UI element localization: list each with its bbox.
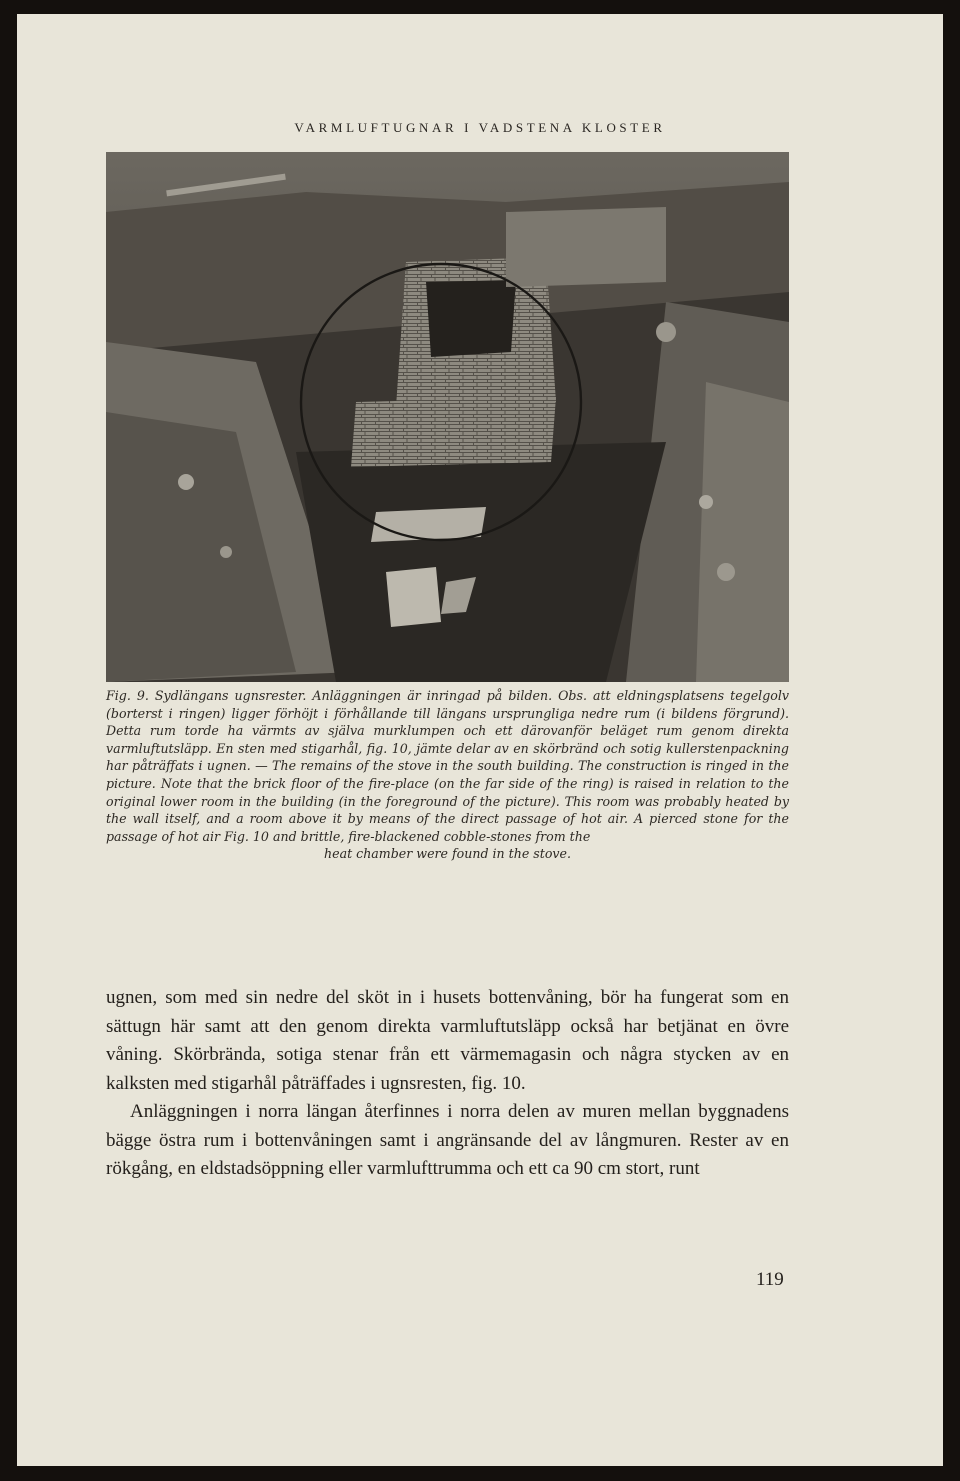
excavation-photo-image (106, 152, 789, 682)
caption-text: Fig. 9. Sydlängans ugnsrester. Anläggningen är inringad på bilden. Obs. att eldningsplatsens tegelgolv (borterst i ringen) ligger förhöjt i förhållande till längans ursprungliga nedre rum (i bildens förgrund). Detta rum torde ha värmts av själva murklumpen och ett därovanför beläget rum genom direkta varmluftutsläpp. En sten med stigarhål, fig. 10, jämte delar av en skörbränd och sotig kullerstenpackning har påträffats i ugnen. — The remains of the stove in the south building. The construction is ringed in the picture. Note that the brick floor of the fire-place (on the far side of the ring) is raised in relation to the original lower room in the building (in the foreground of the picture). This room was probably heated by the wall itself, and a room above it by means of the direct passage of hot air. A pierced stone for the passage of hot air Fig. 10 and brittle, fire-blackened cobble-stones from the (106, 688, 789, 844)
body-paragraph: ugnen, som med sin nedre del sköt in i husets bottenvåning, bör ha fungerat som en sättugn här samt att den genom direkta varmluftutsläpp också har betjänat en övre våning. Skörbrända, sotiga stenar från ett värmemagasin och några stycken av en kalksten med stigarhål påträffades i ugnsresten, fig. 10. (106, 987, 789, 1094)
running-head: VARMLUFTUGNAR I VADSTENA KLOSTER (294, 120, 666, 135)
book-page (17, 14, 943, 1466)
excavation-photograph (106, 152, 789, 682)
caption-last-line: heat chamber were found in the stove. (324, 846, 571, 862)
page-number: 119 (756, 1269, 784, 1290)
figure-caption (106, 687, 789, 863)
body-text (106, 984, 789, 1184)
body-paragraph: Anläggningen i norra längan återfinnes i norra delen av muren mellan byggnadens bägge östra rum i bottenvåningen samt i angränsande del av långmuren. Rester av en rökgång, en eldstadsöppning eller varmlufttrumma och ett ca 90 cm stort, runt (106, 1101, 789, 1179)
